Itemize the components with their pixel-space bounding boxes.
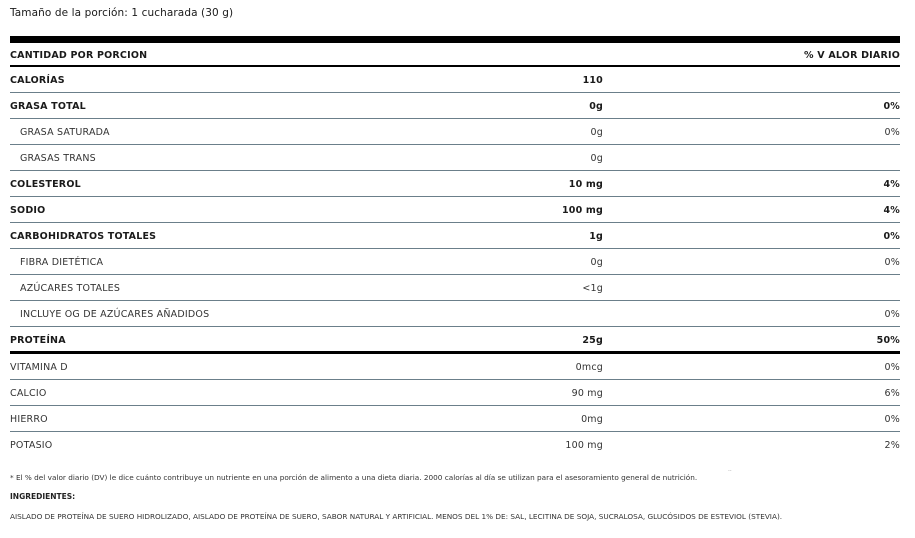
nutrient-label: GRASA SATURADA — [20, 127, 110, 138]
nutrient-daily-value: 4% — [883, 205, 900, 216]
nutrient-row — [10, 197, 900, 223]
nutrient-row — [10, 171, 900, 197]
nutrient-daily-value: 2% — [884, 440, 900, 451]
nutrient-row — [10, 406, 900, 432]
nutrient-label: AZÚCARES TOTALES — [20, 283, 121, 294]
nutrient-label: FIBRA DIETÉTICA — [20, 257, 104, 268]
nutrient-label: GRASA TOTAL — [10, 101, 86, 112]
nutrient-amount: 0g — [590, 257, 603, 268]
nutrient-label: HIERRO — [10, 414, 48, 425]
nutrient-label: GRASAS TRANS — [20, 153, 96, 164]
nutrient-label: CALCIO — [10, 388, 47, 399]
nutrient-row — [10, 223, 900, 249]
nutrient-label: VITAMINA D — [10, 362, 68, 373]
footnote-mark: .. — [728, 466, 732, 473]
nutrient-daily-value: 0% — [884, 362, 900, 373]
nutrient-daily-value: 0% — [883, 101, 900, 112]
nutrient-row — [10, 145, 900, 171]
nutrient-row — [10, 67, 900, 93]
nutrient-row — [10, 354, 900, 380]
ingredients-text: AISLADO DE PROTEÍNA DE SUERO HIDROLIZADO, AISLADO DE PROTEÍNA DE SUERO, SABOR NATURAL Y ARTIFICIAL. MENOS DEL 1% DE: SAL, LECITINA DE SOJA, SUCRALOSA, GLUCÓSIDOS DE ESTEVIOL (STEVIA). — [10, 512, 783, 521]
nutrient-label: PROTEÍNA — [10, 335, 66, 346]
nutrient-row — [10, 380, 900, 406]
nutrient-label: INCLUYE OG DE AZÚCARES AÑADIDOS — [20, 309, 210, 320]
daily-value-footnote: * El % del valor diario (DV) le dice cuánto contribuye un nutriente en una porción de alimento a una dieta diaria. 2000 calorías al día se utilizan para el asesoramiento general de nutrición. — [10, 473, 698, 482]
nutrient-label: CALORÍAS — [10, 75, 65, 86]
nutrient-amount: 0g — [590, 127, 603, 138]
nutrient-row — [10, 93, 900, 119]
nutrient-row — [10, 327, 900, 354]
nutrient-amount: 1g — [589, 231, 603, 242]
table-header — [10, 43, 900, 67]
nutrient-daily-value: 4% — [883, 179, 900, 190]
nutrient-amount: 0g — [589, 101, 603, 112]
nutrient-amount: 10 mg — [568, 179, 603, 190]
nutrient-amount: 25g — [582, 335, 603, 346]
nutrient-amount: 0g — [590, 153, 603, 164]
nutrient-amount: 100 mg — [561, 205, 603, 216]
serving-size: Tamaño de la porción: 1 cucharada (30 g) — [10, 7, 234, 19]
nutrient-label: POTASIO — [10, 440, 53, 451]
nutrient-amount: 90 mg — [571, 388, 603, 399]
nutrient-daily-value: 0% — [884, 414, 900, 425]
nutrient-row — [10, 432, 900, 458]
nutrient-daily-value: 0% — [884, 309, 900, 320]
nutrient-amount: 0mcg — [575, 362, 603, 373]
nutrient-row — [10, 275, 900, 301]
nutrient-daily-value: 6% — [884, 388, 900, 399]
nutrient-label: COLESTEROL — [10, 179, 81, 190]
nutrient-daily-value: 50% — [876, 335, 900, 346]
nutrient-amount: 100 mg — [565, 440, 603, 451]
nutrient-label: SODIO — [10, 205, 46, 216]
ingredients-title: INGREDIENTES: — [10, 492, 76, 501]
header-amount-per-serving: CANTIDAD POR PORCION — [10, 50, 148, 61]
nutrient-row — [10, 119, 900, 145]
nutrient-daily-value: 0% — [884, 257, 900, 268]
nutrient-amount: 0mg — [581, 414, 603, 425]
nutrient-daily-value: 0% — [884, 127, 900, 138]
nutrient-amount: 110 — [582, 75, 603, 86]
nutrient-rows — [10, 67, 900, 458]
thick-divider — [10, 36, 900, 43]
nutrient-daily-value: 0% — [883, 231, 900, 242]
nutrient-row — [10, 249, 900, 275]
header-daily-value: % V ALOR DIARIO — [804, 50, 900, 61]
nutrient-label: CARBOHIDRATOS TOTALES — [10, 231, 157, 242]
nutrient-row — [10, 301, 900, 327]
nutrient-amount: <1g — [582, 283, 603, 294]
